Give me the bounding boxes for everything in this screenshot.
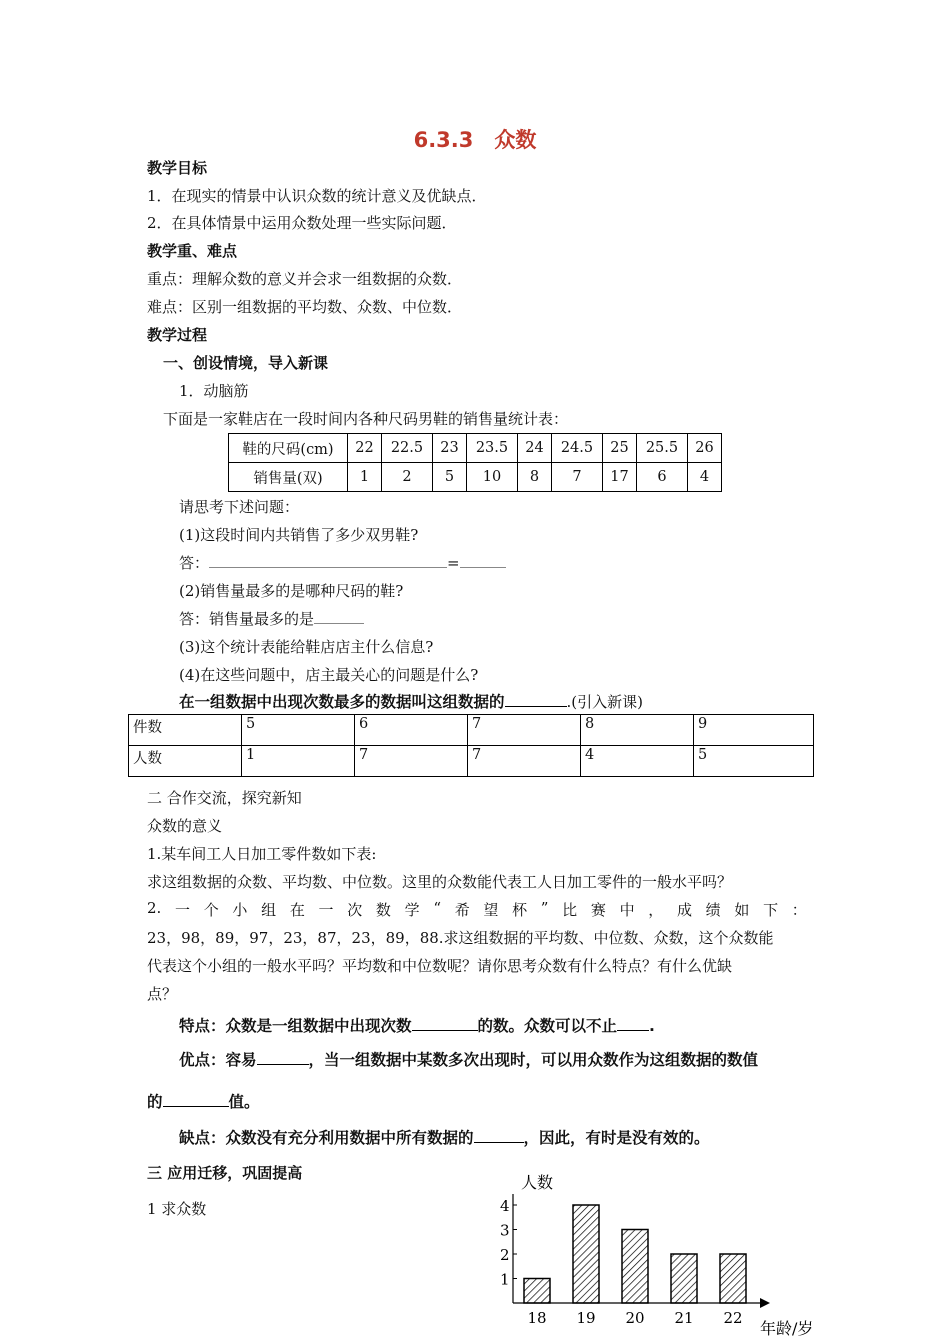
table-header-cell: 鞋的尺码(cm) <box>229 434 348 463</box>
shoe-table-intro: 下面是一家鞋店在一段时间内各种尺码男鞋的销售量统计表： <box>163 410 569 428</box>
table-cell: 4 <box>581 746 694 777</box>
disadvantage-text: 缺点：众数没有充分利用数据中所有数据的 <box>179 1129 474 1147</box>
think-prompt: 请思考下述问题： <box>179 498 300 516</box>
x-tick-label: 18 <box>527 1309 547 1327</box>
p3-char: 一 <box>318 901 334 919</box>
table-header-cell: 销售量(双) <box>229 463 348 492</box>
answer-blank[interactable] <box>163 1094 229 1107</box>
objectives-heading: 教学目标 <box>147 159 208 177</box>
table-cell: 1 <box>242 746 355 777</box>
answer-2-prefix: 答：销售量最多的是 <box>179 610 315 628</box>
y-tick-label: 4 <box>500 1197 510 1215</box>
section3-heading: 三 应用迁移，巩固提高 <box>147 1164 303 1182</box>
question-1: (1)这段时间内共销售了多少双男鞋? <box>179 526 419 544</box>
p3-char: ” <box>540 899 549 917</box>
question-2: (2)销售量最多的是哪种尺码的鞋? <box>179 582 404 600</box>
table-cell: 8 <box>518 463 552 492</box>
answer-blank[interactable] <box>474 1130 524 1143</box>
table-cell: 1 <box>348 463 382 492</box>
table-header-cell: 人数 <box>129 746 242 777</box>
section1-heading: 一、创设情境，导入新课 <box>163 354 329 372</box>
section2-p2: 求这组数据的众数、平均数、中位数。这里的众数能代表工人日加工零件的一般水平吗？ <box>147 873 733 891</box>
feature-text: 的数。众数可以不止 <box>477 1017 618 1035</box>
answer-blank[interactable] <box>209 555 447 568</box>
table-cell: 5 <box>433 463 467 492</box>
table-cell: 6 <box>355 715 468 746</box>
answer-blank[interactable] <box>505 694 567 707</box>
answer-blank[interactable] <box>257 1052 309 1065</box>
table-cell: 6 <box>636 463 687 492</box>
p3-char: ： <box>791 901 807 919</box>
shoe-sales-table <box>228 433 722 492</box>
advantage-text: ，当一组数据中某数多次出现时，可以用众数作为这组数据的数值 <box>308 1051 759 1069</box>
section2-p1: 1.某车间工人日加工零件数如下表: <box>147 845 377 863</box>
section2-p3-line3: 代表这个小组的一般水平吗？平均数和中位数呢？请你思考众数有什么特点？有什么优缺 <box>147 957 733 975</box>
x-axis-arrow-icon <box>760 1298 770 1308</box>
table-cell: 5 <box>694 746 814 777</box>
focus-point: 重点：理解众数的意义并会求一组数据的众数． <box>147 270 463 288</box>
table-cell: 7 <box>468 715 581 746</box>
answer-1-prefix: 答： <box>179 554 210 572</box>
p3-char: 小 <box>232 901 248 919</box>
x-tick-label: 21 <box>674 1309 694 1327</box>
answer-blank[interactable] <box>460 555 506 568</box>
question-4: (4)在这些问题中，店主最关心的问题是什么? <box>179 666 479 684</box>
table-cell: 22.5 <box>381 434 432 463</box>
table-cell: 2 <box>381 463 432 492</box>
x-axis-label: 年龄/岁 <box>760 1319 814 1338</box>
section2-sub: 众数的意义 <box>147 817 223 835</box>
table-cell: 9 <box>694 715 814 746</box>
p3-char: ， <box>648 901 664 919</box>
table-cell: 4 <box>688 463 722 492</box>
p3-char: 下 <box>763 901 779 919</box>
table-row <box>129 715 814 746</box>
definition-text: 在一组数据中出现次数最多的数据叫这组数据的 <box>179 693 505 711</box>
p3-char: 比 <box>562 901 578 919</box>
p3-char: 次 <box>347 901 363 919</box>
answer-2 <box>179 608 364 629</box>
process-heading: 教学过程 <box>147 326 208 344</box>
bar-19 <box>573 1205 599 1303</box>
p3-char: 杯 <box>512 901 528 919</box>
section2-p3-line1 <box>147 899 807 920</box>
section3-sub: 1 求众数 <box>147 1200 207 1218</box>
y-axis-label: 人数 <box>521 1173 554 1192</box>
x-tick-label: 22 <box>723 1309 743 1327</box>
page-title: 6.3.3 众数 <box>413 128 537 152</box>
section2-p3-line4: 点？ <box>147 985 178 1003</box>
answer-blank[interactable] <box>412 1018 478 1031</box>
p3-char: 望 <box>483 901 499 919</box>
bar-18 <box>524 1279 550 1304</box>
section2-p3-line2: 23，98，89，97，23，87，23，89，88.求这组数据的平均数、中位数、众数，这个众数能 <box>147 929 774 947</box>
table-cell: 23 <box>433 434 467 463</box>
advantage-text: 值。 <box>228 1093 260 1111</box>
answer-blank[interactable] <box>314 611 364 624</box>
table-cell: 25 <box>603 434 637 463</box>
objective-1: 1．在现实的情景中认识众数的统计意义及优缺点． <box>147 187 487 205</box>
x-tick-label: 19 <box>576 1309 596 1327</box>
p3-char: 在 <box>289 901 305 919</box>
table-row <box>129 746 814 777</box>
p3-char: 组 <box>261 901 277 919</box>
table-cell: 24.5 <box>551 434 602 463</box>
table-cell: 5 <box>242 715 355 746</box>
bar-22 <box>720 1254 746 1303</box>
section2-heading: 二 合作交流，探究新知 <box>147 789 302 807</box>
answer-1-equals: = <box>447 554 460 572</box>
y-tick-label: 2 <box>500 1246 510 1264</box>
disadvantage-text: ，因此，有时是没有效的。 <box>523 1129 710 1147</box>
work-parts-table <box>128 714 814 777</box>
key-points-heading: 教学重、难点 <box>147 242 238 260</box>
table-cell: 22 <box>348 434 382 463</box>
p3-char: 成 <box>676 901 692 919</box>
y-tick-label: 3 <box>500 1221 510 1240</box>
p3-char: “ <box>433 899 441 917</box>
objective-2: 2．在具体情景中运用众数处理一些实际问题． <box>147 214 457 232</box>
p3-char: 中 <box>619 901 635 919</box>
p3-char: 数 <box>375 901 391 919</box>
p3-char: 2. <box>147 899 162 917</box>
difficulty-point: 难点：区别一组数据的平均数、众数、中位数． <box>147 298 463 316</box>
feature-line <box>179 1014 655 1036</box>
p3-char: 希 <box>454 901 470 919</box>
p3-char: 如 <box>734 901 750 919</box>
table-cell: 7 <box>355 746 468 777</box>
p3-char: 个 <box>203 901 219 919</box>
table-cell: 10 <box>466 463 517 492</box>
advantage-line-2 <box>147 1090 260 1112</box>
advantage-text: 优点：容易 <box>179 1051 257 1069</box>
question-3: (3)这个统计表能给鞋店店主什么信息? <box>179 638 434 656</box>
advantage-line <box>179 1048 758 1070</box>
section1-sub: 1．动脑筋 <box>179 382 249 400</box>
answer-blank[interactable] <box>617 1018 649 1031</box>
table-cell: 23.5 <box>466 434 517 463</box>
mode-definition <box>179 690 643 712</box>
p3-char: 赛 <box>590 901 606 919</box>
table-cell: 8 <box>581 715 694 746</box>
age-bar-chart <box>470 1168 830 1338</box>
table-cell: 26 <box>688 434 722 463</box>
table-row <box>229 434 722 463</box>
definition-suffix: .(引入新课) <box>566 693 643 711</box>
table-cell: 25.5 <box>636 434 687 463</box>
table-cell: 7 <box>551 463 602 492</box>
table-cell: 7 <box>468 746 581 777</box>
bar-20 <box>622 1230 648 1304</box>
p3-char: 学 <box>404 901 420 919</box>
table-cell: 17 <box>603 463 637 492</box>
advantage-text: 的 <box>147 1093 163 1111</box>
bar-21 <box>671 1254 697 1303</box>
p3-char: 绩 <box>705 901 721 919</box>
feature-text: 特点：众数是一组数据中出现次数 <box>179 1017 412 1035</box>
feature-text: . <box>649 1017 655 1035</box>
p3-char: 一 <box>175 901 191 919</box>
answer-1 <box>179 552 506 573</box>
x-tick-label: 20 <box>625 1309 645 1327</box>
disadvantage-line <box>179 1126 710 1148</box>
y-tick-label: 1 <box>500 1270 510 1289</box>
table-header-cell: 件数 <box>129 715 242 746</box>
table-cell: 24 <box>518 434 552 463</box>
table-row <box>229 463 722 492</box>
